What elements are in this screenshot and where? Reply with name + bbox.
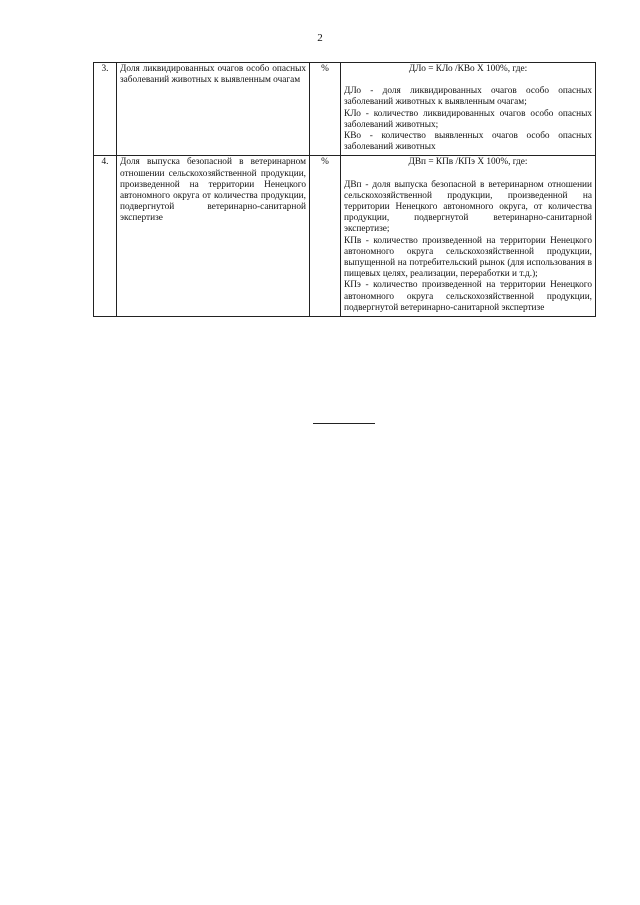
formula-cell xyxy=(341,156,596,317)
indicator-unit: % xyxy=(310,63,341,156)
formula-definition: ДЛо - доля ликвидированных очагов особо опасных заболеваний животных к выявленным очагам; xyxy=(344,86,592,108)
end-separator-line xyxy=(313,423,375,424)
page-number: 2 xyxy=(317,32,323,44)
table-row xyxy=(94,63,596,156)
indicators-table xyxy=(93,62,596,317)
formula: ДВп = КПв /КПэ Х 100%, где: xyxy=(408,157,528,168)
formula-definition: КВо - количество выявленных очагов особо опасных заболеваний животных xyxy=(344,131,592,153)
indicator-name: Доля ликвидированных очагов особо опасных заболеваний животных к выявленным очагам xyxy=(117,63,310,156)
indicator-unit: % xyxy=(310,156,341,317)
formula-cell xyxy=(341,63,596,156)
table-row xyxy=(94,156,596,317)
formula-definition: КЛо - количество ликвидированных очагов особо опасных заболеваний животных; xyxy=(344,108,592,130)
indicator-name: Доля выпуска безопасной в ветеринарном отношении сельскохозяйственной продукции, произведенной на территории Ненецкого автономного округа от количества продукции, подвергнутой ветеринарно-санитарной экспертизе xyxy=(117,156,310,317)
row-number: 4. xyxy=(94,156,117,317)
formula-definition: КПэ - количество произведенной на территории Ненецкого автономного округа сельскохозяйственной продукции, подвергнутой ветеринарно-санитарной экспертизе xyxy=(344,280,592,313)
formula-definition: ДВп - доля выпуска безопасной в ветеринарном отношении сельскохозяйственной продукции, произведенной на территории Ненецкого автономного округа, от количества продукции, подвергнутой ветеринарно-санитарной экспертизе; xyxy=(344,179,592,235)
formula: ДЛо = КЛо /КВо Х 100%, где: xyxy=(408,64,528,74)
row-number: 3. xyxy=(94,63,117,156)
formula-definition: КПв - количество произведенной на территории Ненецкого автономного округа сельскохозяйственной продукции, выпущенной на потребительский рынок (для использования в пищевых целях, реализации, переработки и т.д.); xyxy=(344,235,592,280)
